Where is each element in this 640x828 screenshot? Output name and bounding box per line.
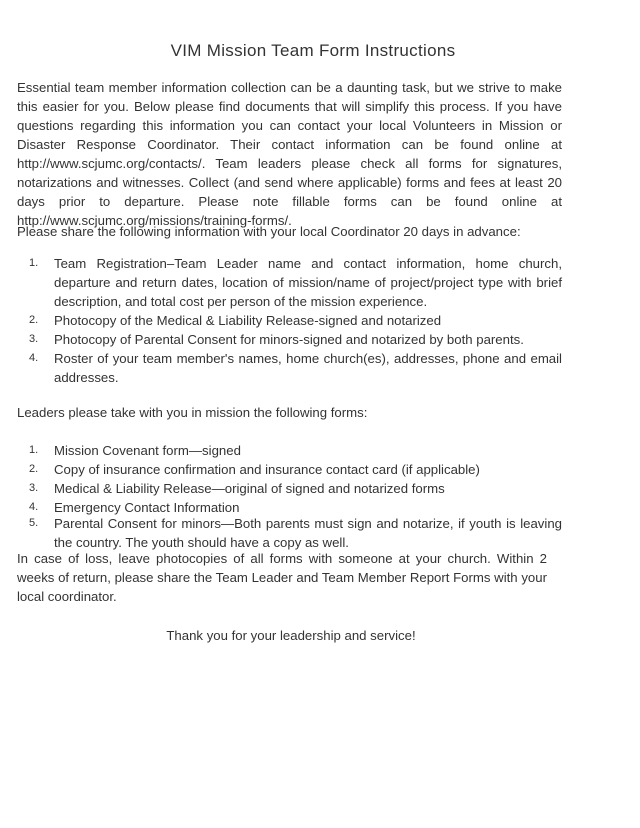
list-item-text: Photocopy of Parental Consent for minors-signed and notarized by both parents. [54, 332, 524, 347]
list-item-text: Roster of your team member's names, home church(es), addresses, phone and email addresses. [54, 351, 562, 385]
list-item [17, 254, 562, 311]
list-item [17, 311, 562, 330]
list-number: 3. [29, 482, 39, 494]
list-item-text: Team Registration–Team Leader name and contact information, home church, departure and return dates, location of mission/name of project/project type with brief description, and total cost per person of the mission experience. [54, 256, 562, 309]
closing-thanks: Thank you for your leadership and service! [166, 628, 416, 643]
list-number: 5. [29, 517, 39, 529]
list-number: 4. [29, 352, 39, 364]
list-item-text: Photocopy of the Medical & Liability Release-signed and notarized [54, 313, 442, 328]
list-item [17, 479, 562, 498]
list-item-text: Medical & Liability Release—original of signed and notarized forms [54, 481, 445, 496]
list-item-text: Copy of insurance confirmation and insurance contact card (if applicable) [54, 462, 480, 477]
loss-note: In case of loss, leave photocopies of all forms with someone at your church. Within 2 weeks of return, please share the Team Leader and Team Member Report Forms with your local coordinator. [17, 551, 547, 604]
list-number: 2. [29, 463, 39, 475]
list-item [17, 330, 562, 349]
list-item-text: Parental Consent for minors—Both parents must sign and notarize, if youth is leaving the country. The youth should have a copy as well. [54, 516, 562, 550]
share-list [17, 254, 562, 387]
list-number: 3. [29, 333, 39, 345]
list-item [17, 349, 562, 387]
share-intro: Please share the following information with your local Coordinator 20 days in advance: [17, 224, 521, 239]
page-title: VIM Mission Team Form Instructions [170, 41, 456, 60]
leader-forms-list [17, 441, 562, 552]
list-number: 1. [29, 257, 39, 269]
list-item [17, 460, 562, 479]
list-number: 4. [29, 501, 39, 513]
list-item [17, 441, 562, 460]
leaders-intro: Leaders please take with you in mission the following forms: [17, 405, 368, 420]
list-item [17, 514, 562, 552]
list-item-text: Mission Covenant form—signed [54, 443, 241, 458]
list-number: 2. [29, 314, 39, 326]
list-item-text: Emergency Contact Information [54, 500, 240, 515]
intro-paragraph: Essential team member information collection can be a daunting task, but we strive to make this easier for you. Below please find documents that will simplify this process. If you have questions regarding this information you can contact your local Volunteers in Mission or Disaster Response Coordinator. Their contact information can be found online at http://www.scjumc.org/contacts/. Team leaders please check all forms for signatures, notarizations and witnesses. Collect (and send where applicable) forms and fees at least 20 days prior to departure. Please note fillable forms can be found online at http://www.scjumc.org/missions/training-forms/. [17, 80, 562, 228]
list-number: 1. [29, 444, 39, 456]
